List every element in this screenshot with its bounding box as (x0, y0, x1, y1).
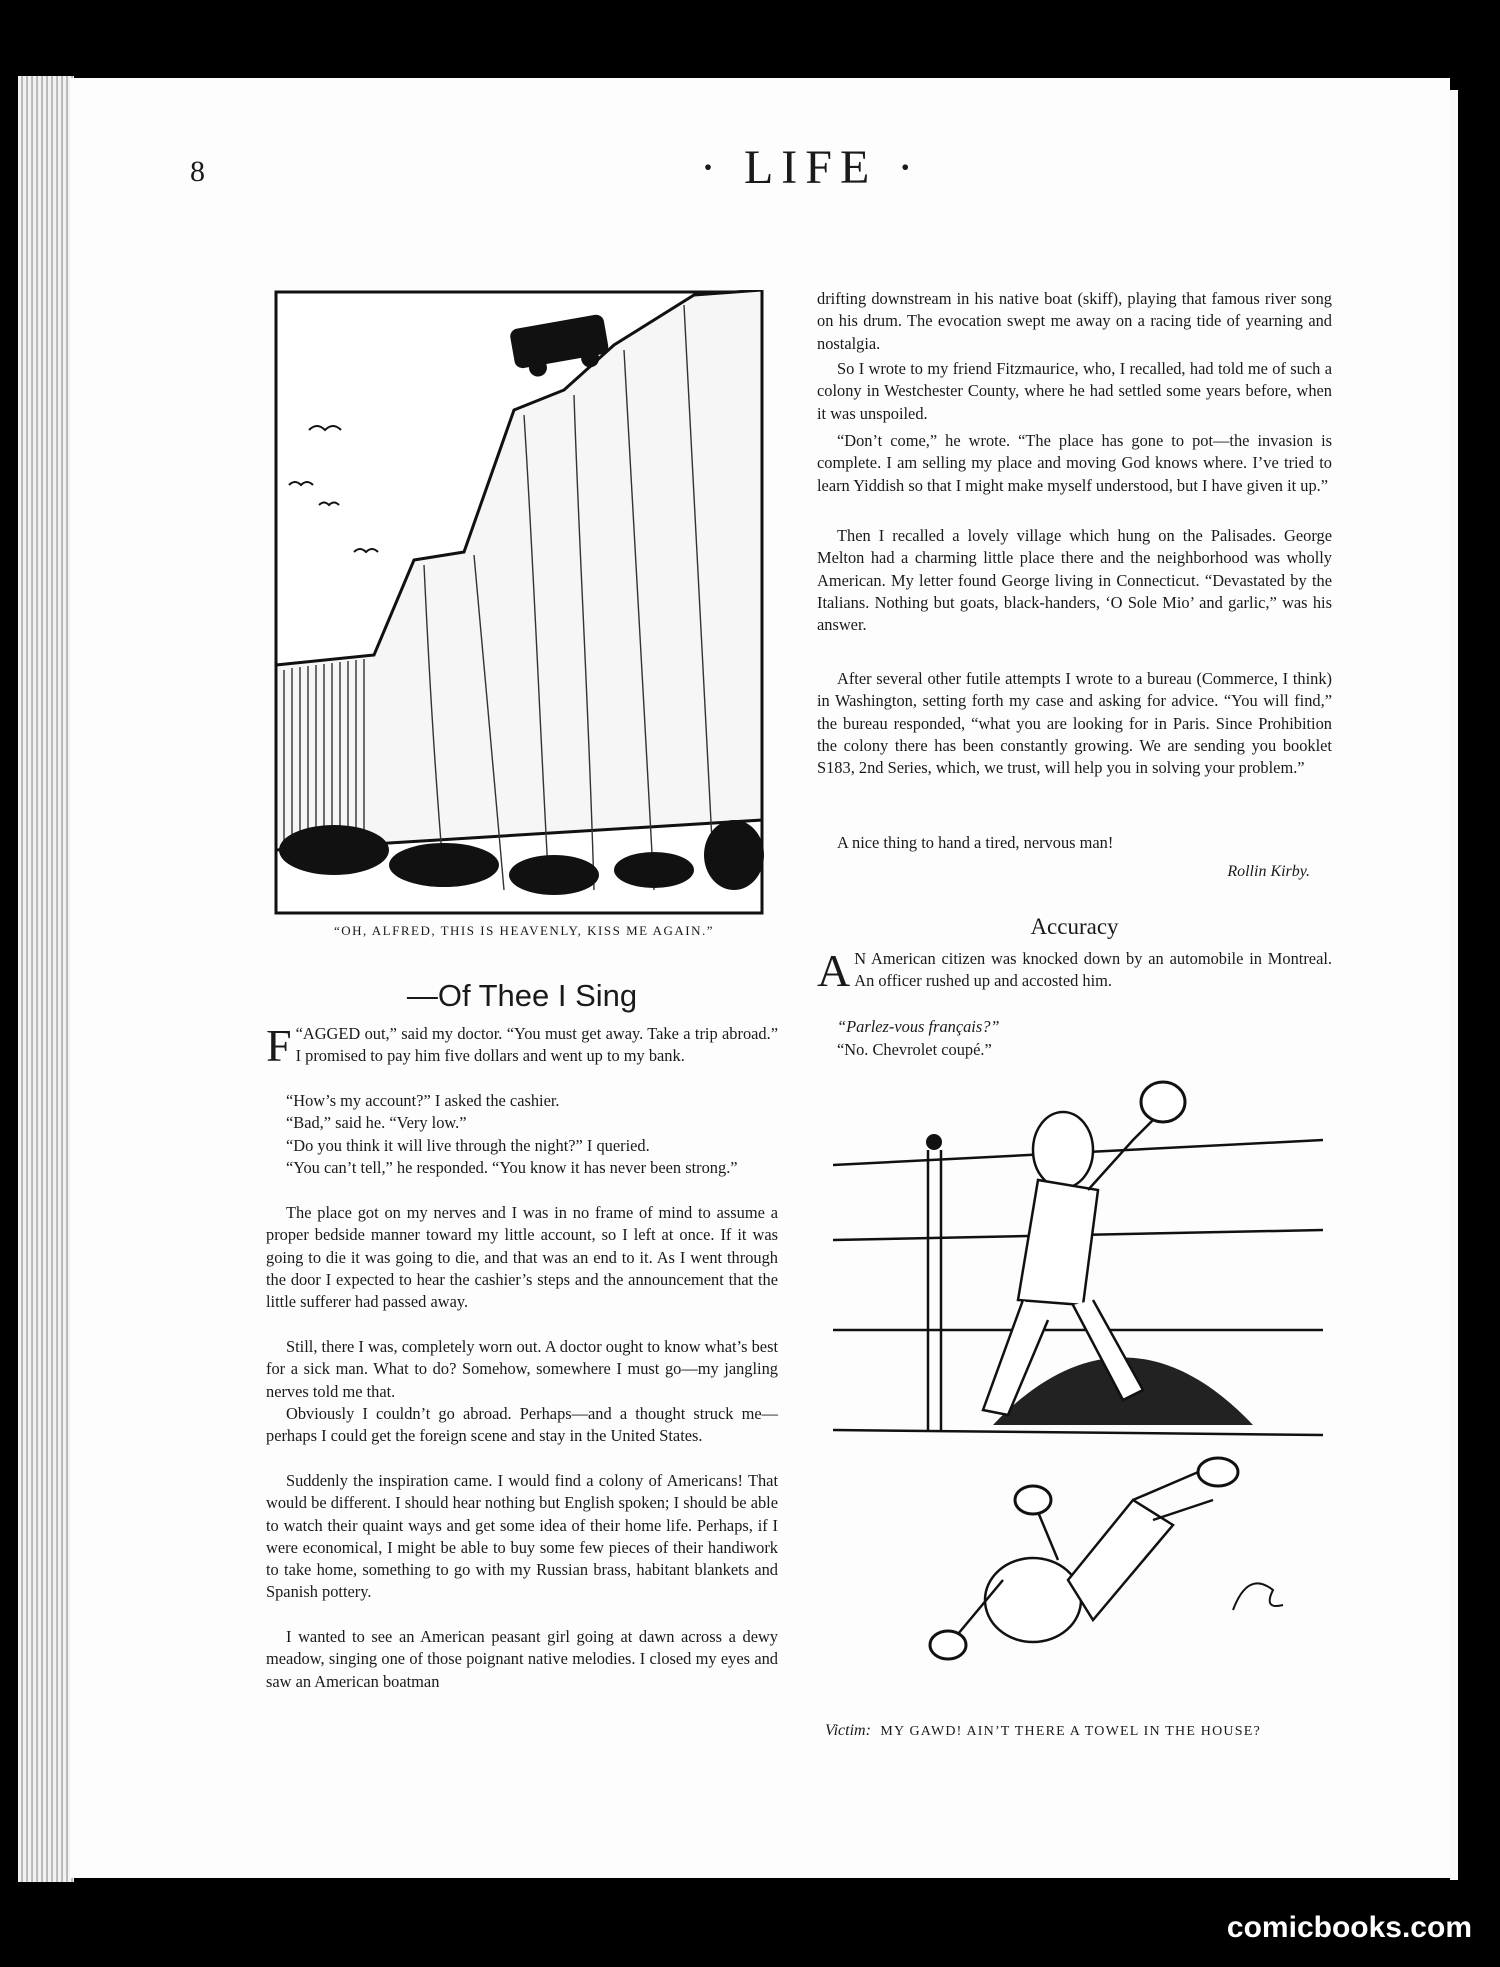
paragraph (266, 1020, 778, 1071)
paragraph: “Bad,” said he. “Very low.” (286, 1113, 467, 1132)
cliff-cartoon (274, 290, 764, 915)
opening-quote: “ (295, 1024, 303, 1043)
paragraph: A nice thing to hand a tired, nervous man! (837, 833, 1114, 852)
speaker-label: Victim: (825, 1722, 871, 1739)
paragraph: So I wrote to my friend Fitzmaurice, who, I recalled, had told me of such a colony in Westchester County, where he had settled some years before, when it was unspoiled. (817, 359, 1332, 423)
caption-text: MY GAWD! AIN’T THERE A TOWEL IN THE HOUSE? (880, 1724, 1261, 1739)
paragraph: “No. Chevrolet coupé.” (837, 1040, 992, 1059)
paragraph: drifting downstream in his native boat (skiff), playing that famous river song on his drum. The evocation swept me away on a racing tide of yearning and nostalgia. (817, 289, 1332, 353)
facing-page-strip (1450, 90, 1458, 1880)
drop-cap: F (266, 1020, 292, 1071)
paragraph: “Do you think it will live through the night?” I queried. (286, 1136, 650, 1155)
cartoon-caption: “OH, ALFRED, THIS IS HEAVENLY, KISS ME AGAIN.” (333, 923, 715, 938)
paragraph-text: N American citizen was knocked down by an automobile in Montreal. An officer rushed up and accosted him. (854, 949, 1332, 991)
page-number: 8 (190, 155, 205, 188)
paragraph: “Parlez-vous français?” (837, 1017, 1000, 1036)
boxing-cartoon (833, 1080, 1323, 1705)
watermark-logo: comicbooks.com (1226, 1911, 1472, 1944)
paragraph: “How’s my account?” I asked the cashier. (286, 1091, 560, 1110)
book-page-edges (18, 76, 74, 1882)
paragraph: I wanted to see an American peasant girl going at dawn across a dewy meadow, singing one of those poignant native melodies. I closed my eyes and saw an American boatman (266, 1627, 778, 1691)
paragraph: “Don’t come,” he wrote. “The place has gone to pot—the invasion is complete. I am selling my place and moving God knows where. I’ve tried to learn Yiddish so that I might make myself understood, but I have given it up.” (817, 431, 1332, 495)
cartoon-caption (825, 1722, 1330, 1740)
paragraph-text: AGGED out,” said my doctor. “You must get away. Take a trip abroad.” I promised to pay him five dollars and went up to my bank. (295, 1024, 778, 1066)
author-signature: Rollin Kirby. (1227, 863, 1310, 880)
article-title: —Of Thee I Sing (406, 978, 638, 1013)
paragraph (817, 945, 1332, 996)
paragraph: Then I recalled a lovely village which hung on the Palisades. George Melton had a charming little place there and the neighborhood was wholly American. My letter found George living in Connecticut. “Devastated by the Italians. Nothing but goats, black-handers, ‘O Sole Mio’ and garlic,” was his answer. (817, 526, 1332, 635)
drop-cap: A (817, 945, 851, 996)
paragraph: After several other futile attempts I wrote to a bureau (Commerce, I think) in Washington, setting forth my case and asking for advice. “You will find,” the bureau responded, “what you are looking for in Paris. Since Prohibition the colony there has been constantly growing. We are sending you booklet S183, 2nd Series, which, we trust, will help you in solving your problem.” (817, 669, 1332, 778)
masthead: · LIFE · (700, 141, 922, 194)
article-title-accuracy: Accuracy (1030, 914, 1119, 939)
paragraph: “You can’t tell,” he responded. “You know it has never been strong.” (286, 1158, 738, 1177)
paragraph: Obviously I couldn’t go abroad. Perhaps—and a thought struck me—perhaps I could get the foreign scene and stay in the United States. (266, 1404, 778, 1446)
paragraph: Suddenly the inspiration came. I would find a colony of Americans! That would be different. I should hear nothing but English spoken; I should be able to watch their quaint ways and get some idea of their home life. Perhaps, if I were economical, I might be able to buy some few pieces of their handiwork to take home, something to go with my Russian brass, habitant blankets and Spanish pottery. (266, 1471, 778, 1602)
paragraph: The place got on my nerves and I was in no frame of mind to assume a proper bedside manner toward my little account, so I left at once. If it was going to die it was going to die, and that was an end to it. As I went through the door I expected to hear the cashier’s steps and the announcement that the little sufferer had passed away. (266, 1203, 778, 1312)
paragraph: Still, there I was, completely worn out. A doctor ought to know what’s best for a sick man. What to do? Somehow, somewhere I must go—my jangling nerves told me that. (266, 1337, 778, 1401)
